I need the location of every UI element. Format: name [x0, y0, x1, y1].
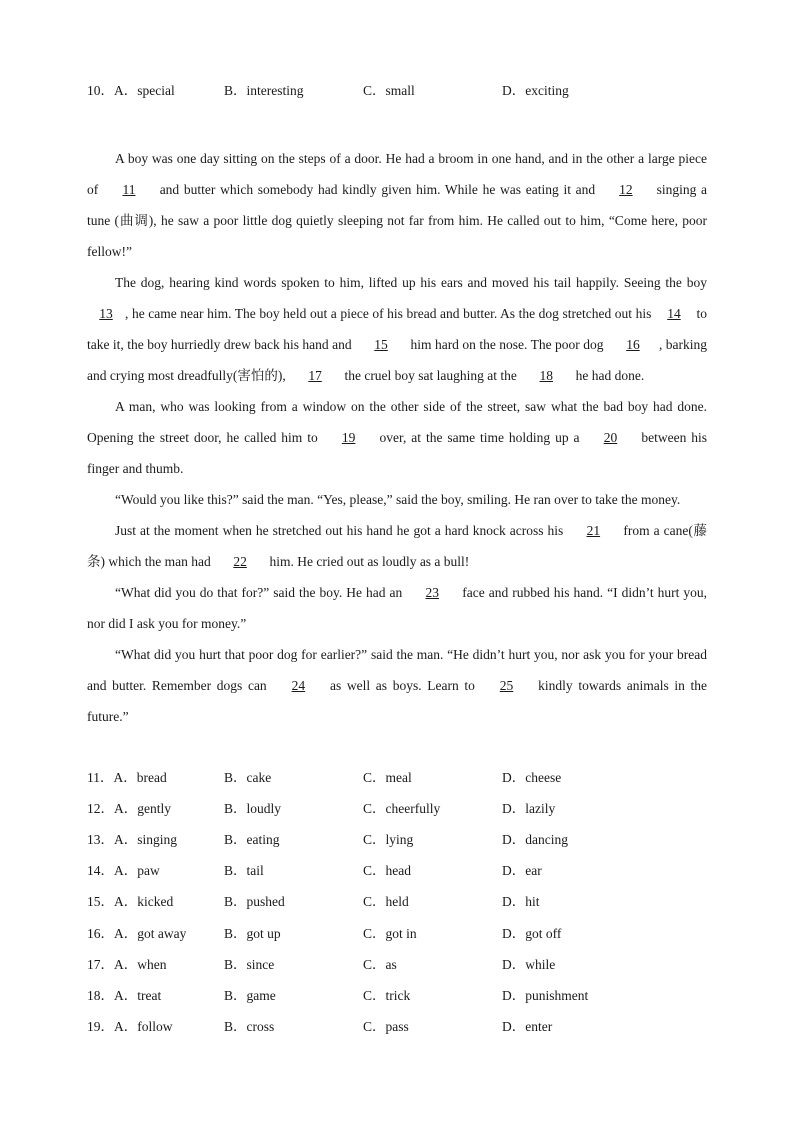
blank-19: 19 — [341, 430, 356, 445]
passage-text: “What did you do that for?” said the boy. He had an — [115, 585, 403, 600]
passage-text: The dog, hearing kind words spoken to him, lifted up his ears and moved his tail happily. Seeing the boy — [115, 275, 707, 290]
passage-text: , he came near him. The boy held out a piece of his bread and butter. As the dog stretched out his — [125, 306, 652, 321]
passage-text: “What did you hurt that poor dog for earlier?” said the man. “He didn’t hurt you, nor ask you for your bread and butter. Remember dogs can — [87, 647, 707, 693]
question-10-option-c: C．small — [363, 83, 415, 98]
passage-text: Just at the moment when he stretched out his hand he got a hard knock across his — [115, 523, 564, 538]
blank-16: 16 — [626, 337, 640, 352]
blank-23: 23 — [425, 585, 439, 600]
question-12-option-a: 12．A．gently — [87, 801, 171, 816]
blank-12: 12 — [619, 182, 633, 197]
passage-text: from a cane(藤条) which the man had — [87, 523, 707, 569]
question-11-option-d: D．cheese — [502, 770, 562, 785]
question-18-option-d: D．punishment — [502, 988, 589, 1003]
question-19-option-b: B．cross — [224, 1019, 275, 1034]
passage-text: over, at the same time holding up a — [379, 430, 580, 445]
question-16-option-d: D．got off — [502, 926, 562, 941]
passage-paragraph-3 — [87, 391, 707, 484]
question-15-option-c: C．held — [363, 894, 409, 909]
question-16-option-b: B．got up — [224, 926, 281, 941]
question-13-option-a: 13．A．singing — [87, 832, 178, 847]
question-10-option-a: 10．A．special — [87, 83, 175, 98]
passage-text: A man, who was looking from a window on the other side of the street, saw what the bad boy had done. Opening the street door, he called him to — [87, 399, 707, 445]
blank-18: 18 — [539, 368, 554, 383]
question-14-option-d: D．ear — [502, 863, 542, 878]
question-16-option-a: 16．A．got away — [87, 926, 187, 941]
question-19-option-a: 19．A．follow — [87, 1019, 173, 1034]
question-19-option-d: D．enter — [502, 1019, 553, 1034]
question-11-option-b: B．cake — [224, 770, 272, 785]
passage-paragraph-4 — [87, 484, 707, 515]
passage-text: the cruel boy sat laughing at the — [344, 368, 517, 383]
passage-text: “Would you like this?” said the man. “Yes, please,” said the boy, smiling. He ran over to take the money. — [115, 492, 681, 507]
question-14-option-c: C．head — [363, 863, 411, 878]
question-11-option-c: C．meal — [363, 770, 412, 785]
question-12-option-b: B．loudly — [224, 801, 282, 816]
question-17-option-b: B．since — [224, 957, 275, 972]
question-12-option-c: C．cheerfully — [363, 801, 441, 816]
question-13-option-b: B．eating — [224, 832, 280, 847]
blank-24: 24 — [291, 678, 306, 693]
passage-paragraph-6 — [87, 577, 707, 639]
blank-25: 25 — [499, 678, 514, 693]
blank-15: 15 — [374, 337, 388, 352]
passage-text: he had done. — [575, 368, 645, 383]
question-10-option-b: B．interesting — [224, 83, 304, 98]
question-13-option-c: C．lying — [363, 832, 414, 847]
passage-text: , barking and crying most dreadfully(害怕的), — [87, 337, 707, 383]
passage-text: him. He cried out as loudly as a bull! — [269, 554, 470, 569]
passage-text: him hard on the nose. The poor dog — [410, 337, 604, 352]
question-18-option-a: 18．A．treat — [87, 988, 162, 1003]
question-14-option-a: 14．A．paw — [87, 863, 160, 878]
passage-text: face and rubbed his hand. “I didn’t hurt you, nor did I ask you for money.” — [87, 585, 708, 631]
question-14-option-b: B．tail — [224, 863, 264, 878]
cloze-passage — [87, 143, 707, 732]
question-11-option-a: 11．A．bread — [87, 770, 167, 785]
question-17-option-a: 17．A．when — [87, 957, 167, 972]
passage-text: to take it, the boy hurriedly drew back his hand and — [87, 306, 708, 352]
passage-text: as well as boys. Learn to — [330, 678, 475, 693]
blank-11: 11 — [122, 182, 136, 197]
passage-paragraph-1 — [87, 143, 707, 267]
blank-13: 13 — [99, 306, 113, 321]
question-15-option-a: 15．A．kicked — [87, 894, 174, 909]
question-18-option-b: B．game — [224, 988, 276, 1003]
question-17-option-d: D．while — [502, 957, 556, 972]
passage-text: A boy was one day sitting on the steps of a door. He had a broom in one hand, and in the other a large piece of — [87, 151, 707, 197]
blank-21: 21 — [586, 523, 601, 538]
passage-paragraph-5 — [87, 515, 707, 577]
blank-14: 14 — [667, 306, 681, 321]
blank-20: 20 — [603, 430, 618, 445]
question-15-option-b: B．pushed — [224, 894, 285, 909]
question-16-option-c: C．got in — [363, 926, 417, 941]
blank-17: 17 — [308, 368, 322, 383]
passage-text: singing a tune (曲调), he saw a poor little dog quietly sleeping not far from him. He called out to him, “Come here, poor fellow!” — [87, 182, 708, 259]
question-12-option-d: D．lazily — [502, 801, 556, 816]
passage-paragraph-2 — [87, 267, 707, 391]
passage-text: and butter which somebody had kindly given him. While he was eating it and — [159, 182, 596, 197]
passage-text: between his finger and thumb. — [87, 430, 708, 476]
question-17-option-c: C．as — [363, 957, 397, 972]
question-18-option-c: C．trick — [363, 988, 411, 1003]
question-15-option-d: D．hit — [502, 894, 540, 909]
passage-text: kindly towards animals in the future.” — [87, 678, 708, 724]
blank-22: 22 — [233, 554, 247, 569]
passage-paragraph-7 — [87, 639, 707, 732]
question-19-option-c: C．pass — [363, 1019, 409, 1034]
question-13-option-d: D．dancing — [502, 832, 568, 847]
question-10-option-d: D．exciting — [502, 83, 569, 98]
